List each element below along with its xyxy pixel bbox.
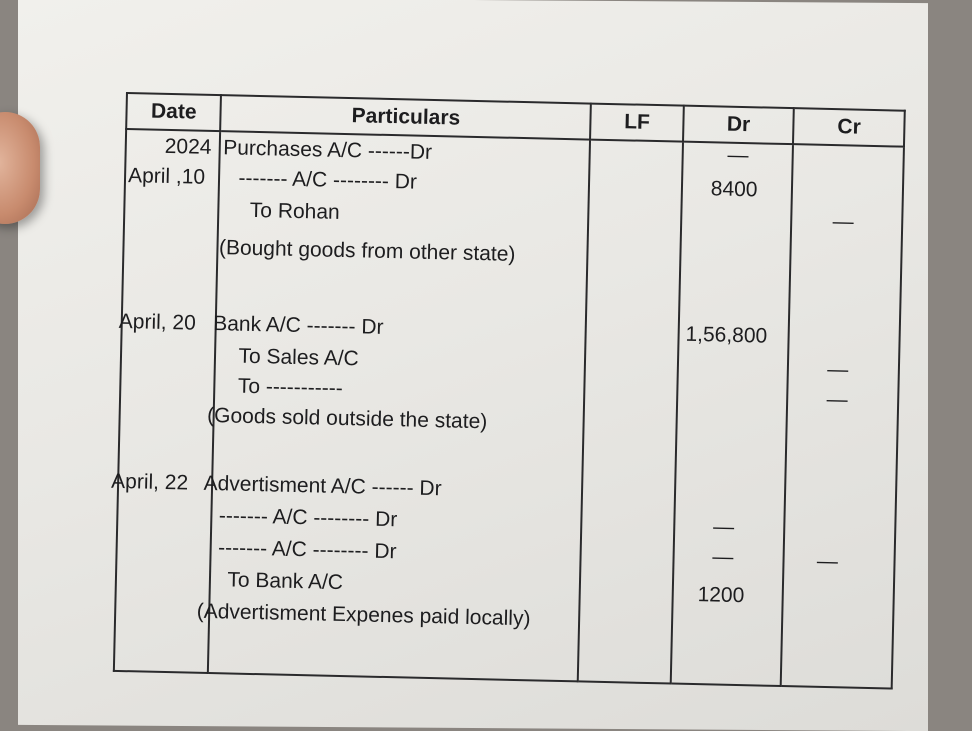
entry-1-line-2: ------- A/C -------- Dr — [238, 166, 418, 194]
entry-2-line-3: To ----------- — [237, 374, 344, 400]
header-date: Date — [126, 93, 221, 131]
entry-3-line-3: ------- A/C -------- Dr — [217, 536, 397, 564]
dr-column — [671, 142, 794, 686]
entry-3-line-1: Advertisment A/C ------ Dr — [203, 471, 442, 501]
header-dr: Dr — [683, 106, 794, 144]
header-particulars: Particulars — [221, 95, 592, 139]
entry-3-dr-amount: 1200 — [697, 583, 745, 608]
entry-3-line-4: To Bank A/C — [227, 568, 344, 595]
header-cr: Cr — [793, 108, 904, 146]
entry-2-narration: (Goods sold outside the state) — [206, 403, 488, 434]
table-body-row — [114, 129, 904, 689]
entry-2-line-2: To Sales A/C — [238, 344, 359, 371]
entry-3-date: April, 22 — [110, 469, 189, 495]
journal-table — [110, 92, 906, 690]
particulars-column — [196, 131, 590, 681]
entry-3-dr-dash-1: — — [712, 515, 735, 539]
lf-column — [578, 140, 683, 684]
entry-1-line-1: Purchases A/C ------Dr — [222, 136, 433, 164]
entry-1-year: 2024 — [164, 134, 212, 159]
finger — [0, 112, 40, 224]
header-lf: LF — [590, 104, 683, 142]
entry-1-line-3: To Rohan — [249, 198, 340, 224]
entry-2-cr-dash-1: — — [827, 357, 849, 382]
entry-3-dr-dash-2: — — [712, 545, 734, 569]
entry-2-line-1: Bank A/C ------- Dr — [212, 312, 384, 339]
cr-column — [781, 144, 904, 688]
journal-table-wrapper — [110, 92, 906, 698]
entry-2-date: April, 20 — [118, 309, 197, 335]
entry-1-narration: (Bought goods from other state) — [218, 236, 516, 266]
entry-2-dr-amount: 1,56,800 — [685, 322, 768, 348]
entry-2-cr-dash-2: — — [826, 387, 848, 412]
entry-3-narration: (Advertisment Expenes paid locally) — [196, 599, 531, 631]
entry-1-date: April ,10 — [127, 164, 206, 189]
entry-1-dr-dash: — — [727, 143, 749, 168]
entry-1-cr-dash: — — [832, 210, 854, 234]
entry-3-line-2: ------- A/C -------- Dr — [218, 504, 398, 532]
date-column — [110, 129, 221, 673]
entry-1-dr-amount: 8400 — [710, 177, 758, 202]
entry-3-cr-dash: — — [816, 549, 839, 574]
